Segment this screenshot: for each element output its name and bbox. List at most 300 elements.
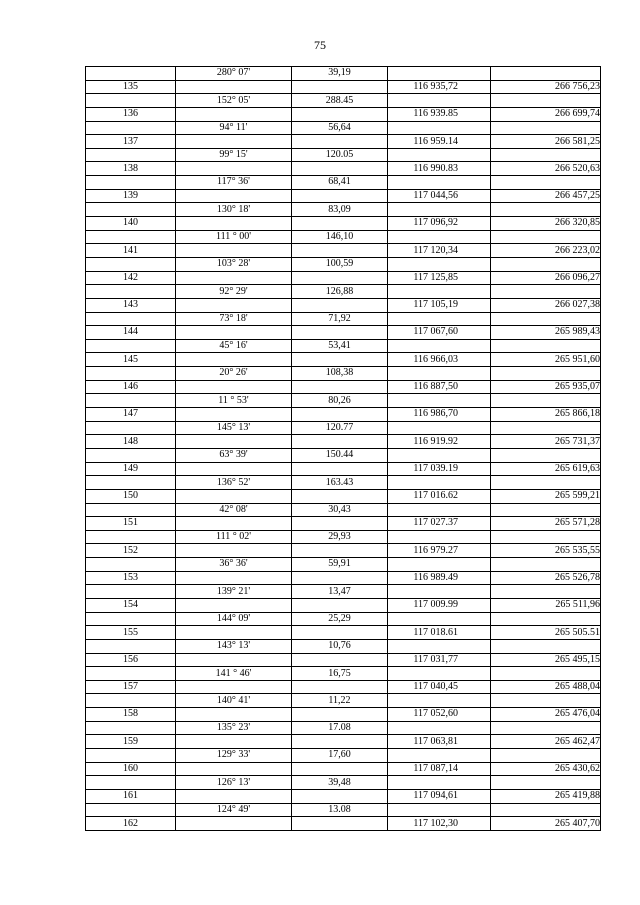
distance-cell xyxy=(292,489,388,503)
distance-cell xyxy=(292,326,388,340)
distance-cell xyxy=(292,789,388,803)
segment-row xyxy=(86,148,601,162)
direction-angle-cell xyxy=(176,217,292,231)
point-number-cell: 146 xyxy=(86,380,176,394)
x-coordinate-cell: 117 063,81 xyxy=(388,735,491,749)
direction-angle-cell: 136° 52' xyxy=(176,476,292,490)
point-number-cell xyxy=(86,558,176,572)
y-coordinate-cell: 265 419,88 xyxy=(491,789,601,803)
segment-row xyxy=(86,612,601,626)
x-coordinate-cell: 117 052,60 xyxy=(388,708,491,722)
x-coordinate-cell: 117 009.99 xyxy=(388,598,491,612)
y-coordinate-cell: 266 520,63 xyxy=(491,162,601,176)
direction-angle-cell: 145° 13' xyxy=(176,421,292,435)
point-number-cell: 161 xyxy=(86,789,176,803)
segment-row xyxy=(86,503,601,517)
y-coordinate-cell: 266 027,38 xyxy=(491,298,601,312)
y-coordinate-cell xyxy=(491,612,601,626)
direction-angle-cell xyxy=(176,626,292,640)
direction-angle-cell xyxy=(176,517,292,531)
direction-angle-cell: 42° 08' xyxy=(176,503,292,517)
point-number-cell: 151 xyxy=(86,517,176,531)
distance-cell: 13,47 xyxy=(292,585,388,599)
x-coordinate-cell xyxy=(388,339,491,353)
direction-angle-cell xyxy=(176,408,292,422)
direction-angle-cell xyxy=(176,462,292,476)
x-coordinate-cell: 117 044,56 xyxy=(388,189,491,203)
x-coordinate-cell xyxy=(388,803,491,817)
direction-angle-cell xyxy=(176,680,292,694)
point-number-cell xyxy=(86,776,176,790)
direction-angle-cell: 111 ° 02' xyxy=(176,530,292,544)
direction-angle-cell: 117° 36' xyxy=(176,176,292,190)
point-number-cell xyxy=(86,667,176,681)
point-number-cell: 139 xyxy=(86,189,176,203)
direction-angle-cell: 111 ° 00' xyxy=(176,230,292,244)
distance-cell xyxy=(292,544,388,558)
y-coordinate-cell: 265 430,62 xyxy=(491,762,601,776)
distance-cell xyxy=(292,626,388,640)
segment-row xyxy=(86,285,601,299)
x-coordinate-cell xyxy=(388,749,491,763)
direction-angle-cell xyxy=(176,708,292,722)
y-coordinate-cell: 266 581,25 xyxy=(491,135,601,149)
direction-angle-cell xyxy=(176,353,292,367)
x-coordinate-cell xyxy=(388,585,491,599)
distance-cell: 120.05 xyxy=(292,148,388,162)
x-coordinate-cell xyxy=(388,667,491,681)
point-number-cell: 162 xyxy=(86,817,176,831)
distance-cell: 120.77 xyxy=(292,421,388,435)
segment-row xyxy=(86,394,601,408)
x-coordinate-cell: 117 027.37 xyxy=(388,517,491,531)
distance-cell: 39,48 xyxy=(292,776,388,790)
direction-angle-cell: 140° 41' xyxy=(176,694,292,708)
segment-row xyxy=(86,176,601,190)
direction-angle-cell xyxy=(176,271,292,285)
y-coordinate-cell: 266 223,02 xyxy=(491,244,601,258)
point-number-cell xyxy=(86,312,176,326)
segment-row xyxy=(86,476,601,490)
point-row xyxy=(86,544,601,558)
distance-cell: 68,41 xyxy=(292,176,388,190)
x-coordinate-cell xyxy=(388,694,491,708)
point-number-cell: 137 xyxy=(86,135,176,149)
y-coordinate-cell xyxy=(491,530,601,544)
y-coordinate-cell: 265 731,37 xyxy=(491,435,601,449)
direction-angle-cell: 103° 28' xyxy=(176,257,292,271)
y-coordinate-cell: 265 866,18 xyxy=(491,408,601,422)
point-number-cell xyxy=(86,749,176,763)
y-coordinate-cell xyxy=(491,94,601,108)
segment-row xyxy=(86,530,601,544)
point-row xyxy=(86,462,601,476)
y-coordinate-cell xyxy=(491,558,601,572)
y-coordinate-cell: 265 407,70 xyxy=(491,817,601,831)
x-coordinate-cell xyxy=(388,476,491,490)
point-number-cell xyxy=(86,339,176,353)
point-number-cell xyxy=(86,67,176,81)
segment-row xyxy=(86,94,601,108)
point-row xyxy=(86,162,601,176)
point-number-cell: 142 xyxy=(86,271,176,285)
x-coordinate-cell: 116 990.83 xyxy=(388,162,491,176)
distance-cell xyxy=(292,571,388,585)
direction-angle-cell: 124° 49' xyxy=(176,803,292,817)
x-coordinate-cell: 117 018.61 xyxy=(388,626,491,640)
distance-cell: 71,92 xyxy=(292,312,388,326)
direction-angle-cell xyxy=(176,762,292,776)
distance-cell: 29,93 xyxy=(292,530,388,544)
x-coordinate-cell: 116 989.49 xyxy=(388,571,491,585)
direction-angle-cell: 141 ° 46' xyxy=(176,667,292,681)
point-number-cell xyxy=(86,285,176,299)
x-coordinate-cell: 117 105,19 xyxy=(388,298,491,312)
page-number: 75 xyxy=(314,38,326,52)
point-row xyxy=(86,789,601,803)
point-number-cell xyxy=(86,721,176,735)
segment-row xyxy=(86,367,601,381)
x-coordinate-cell: 116 939.85 xyxy=(388,107,491,121)
point-number-cell: 153 xyxy=(86,571,176,585)
distance-cell xyxy=(292,189,388,203)
direction-angle-cell: 139° 21' xyxy=(176,585,292,599)
y-coordinate-cell: 265 511,96 xyxy=(491,598,601,612)
point-row xyxy=(86,189,601,203)
distance-cell: 11,22 xyxy=(292,694,388,708)
y-coordinate-cell: 265 476,04 xyxy=(491,708,601,722)
distance-cell xyxy=(292,735,388,749)
x-coordinate-cell: 117 096,92 xyxy=(388,217,491,231)
x-coordinate-cell: 117 087,14 xyxy=(388,762,491,776)
distance-cell xyxy=(292,107,388,121)
distance-cell xyxy=(292,353,388,367)
point-number-cell xyxy=(86,503,176,517)
segment-row xyxy=(86,257,601,271)
direction-angle-cell xyxy=(176,653,292,667)
direction-angle-cell xyxy=(176,189,292,203)
direction-angle-cell: 73° 18' xyxy=(176,312,292,326)
x-coordinate-cell: 116 959.14 xyxy=(388,135,491,149)
distance-cell xyxy=(292,408,388,422)
segment-row xyxy=(86,230,601,244)
x-coordinate-cell: 117 125,85 xyxy=(388,271,491,285)
coordinates-table-body xyxy=(86,67,601,831)
y-coordinate-cell xyxy=(491,148,601,162)
y-coordinate-cell xyxy=(491,257,601,271)
point-row xyxy=(86,517,601,531)
point-number-cell xyxy=(86,230,176,244)
y-coordinate-cell: 266 756,23 xyxy=(491,80,601,94)
point-number-cell xyxy=(86,203,176,217)
direction-angle-cell: 36° 36' xyxy=(176,558,292,572)
direction-angle-cell: 143° 13' xyxy=(176,639,292,653)
distance-cell: 17.08 xyxy=(292,721,388,735)
segment-row xyxy=(86,803,601,817)
distance-cell: 108,38 xyxy=(292,367,388,381)
direction-angle-cell: 129° 33' xyxy=(176,749,292,763)
distance-cell xyxy=(292,162,388,176)
point-row xyxy=(86,571,601,585)
point-number-cell xyxy=(86,448,176,462)
point-number-cell: 136 xyxy=(86,107,176,121)
x-coordinate-cell xyxy=(388,285,491,299)
point-row xyxy=(86,107,601,121)
point-number-cell xyxy=(86,694,176,708)
point-row xyxy=(86,217,601,231)
distance-cell: 146,10 xyxy=(292,230,388,244)
y-coordinate-cell: 265 935,07 xyxy=(491,380,601,394)
x-coordinate-cell xyxy=(388,503,491,517)
distance-cell: 150.44 xyxy=(292,448,388,462)
point-number-cell xyxy=(86,476,176,490)
direction-angle-cell xyxy=(176,107,292,121)
x-coordinate-cell: 117 094,61 xyxy=(388,789,491,803)
direction-angle-cell xyxy=(176,489,292,503)
point-row xyxy=(86,680,601,694)
segment-row xyxy=(86,694,601,708)
direction-angle-cell: 135° 23' xyxy=(176,721,292,735)
distance-cell xyxy=(292,435,388,449)
point-row xyxy=(86,353,601,367)
point-number-cell xyxy=(86,803,176,817)
distance-cell: 30,43 xyxy=(292,503,388,517)
x-coordinate-cell: 116 887,50 xyxy=(388,380,491,394)
segment-row xyxy=(86,339,601,353)
x-coordinate-cell: 117 016.62 xyxy=(388,489,491,503)
segment-row xyxy=(86,749,601,763)
y-coordinate-cell xyxy=(491,776,601,790)
point-number-cell xyxy=(86,257,176,271)
x-coordinate-cell: 117 102,30 xyxy=(388,817,491,831)
x-coordinate-cell xyxy=(388,67,491,81)
point-number-cell: 158 xyxy=(86,708,176,722)
y-coordinate-cell: 265 526,78 xyxy=(491,571,601,585)
point-number-cell: 156 xyxy=(86,653,176,667)
direction-angle-cell xyxy=(176,789,292,803)
point-number-cell: 138 xyxy=(86,162,176,176)
y-coordinate-cell: 266 699,74 xyxy=(491,107,601,121)
y-coordinate-cell xyxy=(491,585,601,599)
point-number-cell xyxy=(86,367,176,381)
direction-angle-cell xyxy=(176,598,292,612)
distance-cell xyxy=(292,708,388,722)
point-row xyxy=(86,598,601,612)
distance-cell: 163.43 xyxy=(292,476,388,490)
y-coordinate-cell xyxy=(491,285,601,299)
x-coordinate-cell xyxy=(388,257,491,271)
y-coordinate-cell xyxy=(491,448,601,462)
x-coordinate-cell: 117 120,34 xyxy=(388,244,491,258)
x-coordinate-cell xyxy=(388,148,491,162)
direction-angle-cell: 11 ° 53' xyxy=(176,394,292,408)
x-coordinate-cell xyxy=(388,612,491,626)
segment-row xyxy=(86,421,601,435)
point-number-cell: 135 xyxy=(86,80,176,94)
direction-angle-cell xyxy=(176,298,292,312)
y-coordinate-cell xyxy=(491,312,601,326)
y-coordinate-cell: 265 488,04 xyxy=(491,680,601,694)
y-coordinate-cell xyxy=(491,67,601,81)
x-coordinate-cell: 116 935,72 xyxy=(388,80,491,94)
distance-cell: 56,64 xyxy=(292,121,388,135)
distance-cell: 83,09 xyxy=(292,203,388,217)
segment-row xyxy=(86,448,601,462)
point-number-cell xyxy=(86,94,176,108)
direction-angle-cell xyxy=(176,735,292,749)
x-coordinate-cell xyxy=(388,776,491,790)
distance-cell: 25,29 xyxy=(292,612,388,626)
x-coordinate-cell xyxy=(388,367,491,381)
y-coordinate-cell: 265 495,15 xyxy=(491,653,601,667)
x-coordinate-cell xyxy=(388,230,491,244)
x-coordinate-cell xyxy=(388,639,491,653)
x-coordinate-cell xyxy=(388,421,491,435)
point-number-cell: 159 xyxy=(86,735,176,749)
direction-angle-cell xyxy=(176,817,292,831)
direction-angle-cell: 130° 18' xyxy=(176,203,292,217)
point-row xyxy=(86,298,601,312)
coordinates-table xyxy=(85,66,601,831)
distance-cell: 126,88 xyxy=(292,285,388,299)
point-number-cell: 148 xyxy=(86,435,176,449)
distance-cell xyxy=(292,244,388,258)
y-coordinate-cell: 265 535,55 xyxy=(491,544,601,558)
y-coordinate-cell: 265 462,47 xyxy=(491,735,601,749)
y-coordinate-cell xyxy=(491,203,601,217)
direction-angle-cell: 152° 05' xyxy=(176,94,292,108)
point-row xyxy=(86,380,601,394)
distance-cell xyxy=(292,298,388,312)
x-coordinate-cell xyxy=(388,721,491,735)
point-row xyxy=(86,626,601,640)
distance-cell: 288.45 xyxy=(292,94,388,108)
distance-cell xyxy=(292,598,388,612)
direction-angle-cell: 99° 15' xyxy=(176,148,292,162)
distance-cell: 59,91 xyxy=(292,558,388,572)
point-number-cell: 141 xyxy=(86,244,176,258)
direction-angle-cell xyxy=(176,135,292,149)
segment-row xyxy=(86,558,601,572)
y-coordinate-cell: 265 505.51 xyxy=(491,626,601,640)
y-coordinate-cell: 265 599,21 xyxy=(491,489,601,503)
point-row xyxy=(86,80,601,94)
distance-cell: 13.08 xyxy=(292,803,388,817)
y-coordinate-cell xyxy=(491,394,601,408)
direction-angle-cell xyxy=(176,571,292,585)
x-coordinate-cell xyxy=(388,121,491,135)
point-number-cell: 143 xyxy=(86,298,176,312)
y-coordinate-cell xyxy=(491,421,601,435)
segment-row xyxy=(86,203,601,217)
point-number-cell xyxy=(86,394,176,408)
x-coordinate-cell xyxy=(388,558,491,572)
y-coordinate-cell: 265 619,63 xyxy=(491,462,601,476)
direction-angle-cell: 280° 07' xyxy=(176,67,292,81)
distance-cell xyxy=(292,380,388,394)
point-number-cell: 145 xyxy=(86,353,176,367)
segment-row xyxy=(86,312,601,326)
distance-cell: 17,60 xyxy=(292,749,388,763)
x-coordinate-cell xyxy=(388,203,491,217)
segment-row xyxy=(86,639,601,653)
y-coordinate-cell xyxy=(491,667,601,681)
distance-cell xyxy=(292,817,388,831)
direction-angle-cell xyxy=(176,244,292,258)
direction-angle-cell xyxy=(176,380,292,394)
direction-angle-cell xyxy=(176,162,292,176)
segment-row xyxy=(86,67,601,81)
point-row xyxy=(86,653,601,667)
direction-angle-cell xyxy=(176,80,292,94)
distance-cell: 10,76 xyxy=(292,639,388,653)
point-number-cell xyxy=(86,612,176,626)
direction-angle-cell: 45° 16' xyxy=(176,339,292,353)
x-coordinate-cell: 116 979.27 xyxy=(388,544,491,558)
segment-row xyxy=(86,776,601,790)
point-row xyxy=(86,271,601,285)
x-coordinate-cell: 117 031,77 xyxy=(388,653,491,667)
distance-cell: 80,26 xyxy=(292,394,388,408)
point-number-cell xyxy=(86,121,176,135)
point-number-cell: 154 xyxy=(86,598,176,612)
y-coordinate-cell xyxy=(491,176,601,190)
direction-angle-cell: 144° 09' xyxy=(176,612,292,626)
y-coordinate-cell: 265 571,28 xyxy=(491,517,601,531)
point-number-cell: 144 xyxy=(86,326,176,340)
x-coordinate-cell: 117 040,45 xyxy=(388,680,491,694)
distance-cell: 16,75 xyxy=(292,667,388,681)
direction-angle-cell: 126° 13' xyxy=(176,776,292,790)
distance-cell: 53,41 xyxy=(292,339,388,353)
y-coordinate-cell: 266 096,27 xyxy=(491,271,601,285)
x-coordinate-cell: 117 039.19 xyxy=(388,462,491,476)
x-coordinate-cell xyxy=(388,312,491,326)
y-coordinate-cell xyxy=(491,367,601,381)
direction-angle-cell xyxy=(176,435,292,449)
distance-cell xyxy=(292,462,388,476)
distance-cell: 39,19 xyxy=(292,67,388,81)
x-coordinate-cell: 117 067,60 xyxy=(388,326,491,340)
point-number-cell xyxy=(86,421,176,435)
direction-angle-cell: 92° 29' xyxy=(176,285,292,299)
segment-row xyxy=(86,585,601,599)
direction-angle-cell xyxy=(176,326,292,340)
point-row xyxy=(86,135,601,149)
point-number-cell: 155 xyxy=(86,626,176,640)
y-coordinate-cell xyxy=(491,803,601,817)
distance-cell xyxy=(292,680,388,694)
y-coordinate-cell xyxy=(491,694,601,708)
distance-cell xyxy=(292,271,388,285)
point-row xyxy=(86,326,601,340)
x-coordinate-cell xyxy=(388,94,491,108)
y-coordinate-cell xyxy=(491,503,601,517)
distance-cell xyxy=(292,217,388,231)
point-number-cell: 150 xyxy=(86,489,176,503)
point-number-cell: 140 xyxy=(86,217,176,231)
point-number-cell: 152 xyxy=(86,544,176,558)
point-row xyxy=(86,735,601,749)
y-coordinate-cell xyxy=(491,121,601,135)
y-coordinate-cell xyxy=(491,339,601,353)
point-row xyxy=(86,244,601,258)
x-coordinate-cell: 116 986,70 xyxy=(388,408,491,422)
direction-angle-cell xyxy=(176,544,292,558)
point-number-cell xyxy=(86,176,176,190)
x-coordinate-cell: 116 919.92 xyxy=(388,435,491,449)
point-number-cell xyxy=(86,148,176,162)
